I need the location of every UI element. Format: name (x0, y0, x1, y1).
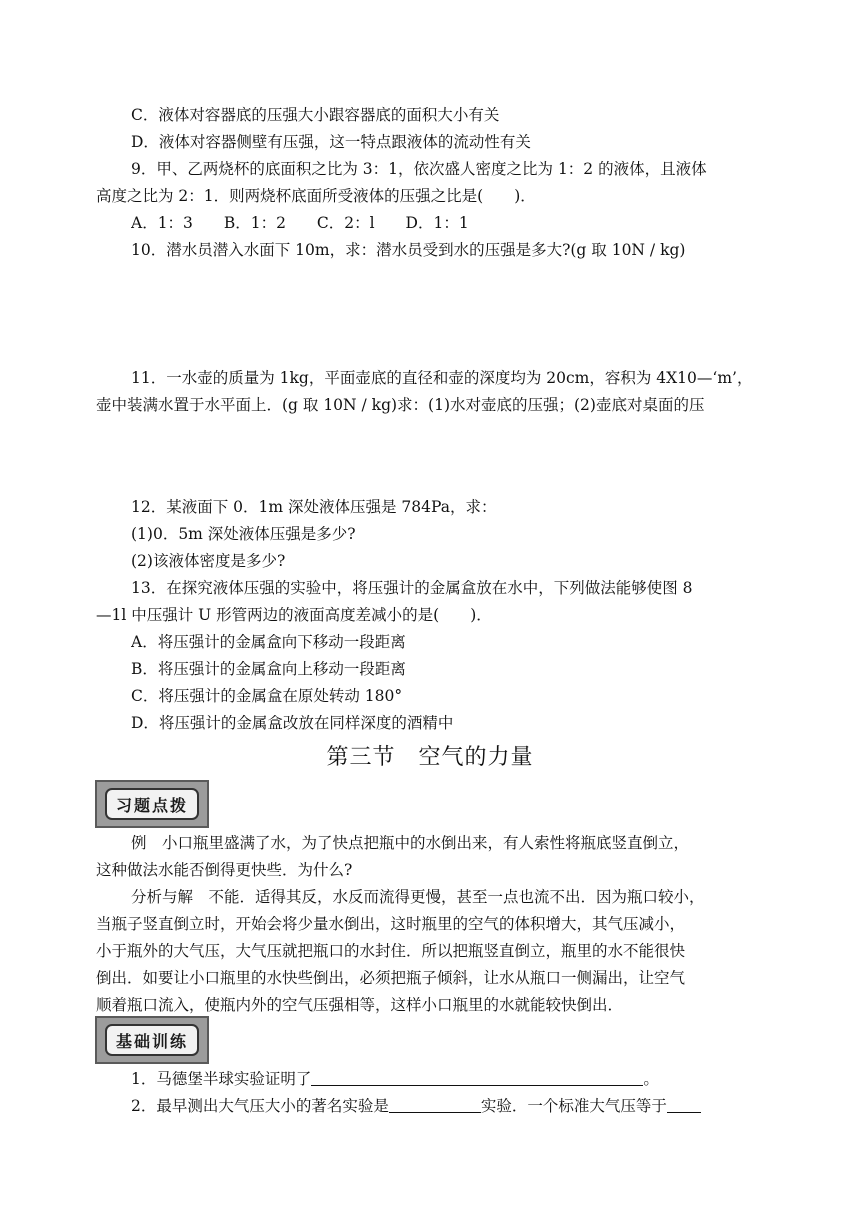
q13-text-line1: 13．在探究液体压强的实验中，将压强计的金属盒放在水中，下列做法能够使图 8 (131, 579, 693, 597)
tips-badge (95, 780, 209, 828)
q9-option-b: B．1：2 (223, 214, 286, 232)
analysis-line3: 小于瓶外的大气压，大气压就把瓶口的水封住．所以把瓶竖直倒立，瓶里的水不能很快 (96, 942, 686, 960)
basic-q1-blank[interactable] (311, 1069, 643, 1086)
q13-option-b: B．将压强计的金属盒向上移动一段距离 (131, 660, 406, 678)
q9-option-c: C．2：l (316, 214, 375, 232)
analysis-line4: 倒出．如要让小口瓶里的水快些倒出，必须把瓶子倾斜，让水从瓶口一侧漏出，让空气 (96, 969, 686, 987)
analysis-line2: 当瓶子竖直倒立时，开始会将少量水倒出，这时瓶里的空气的体积增大，其气压减小， (96, 915, 686, 933)
q8-option-d: D．液体对容器侧壁有压强，这一特点跟液体的流动性有关 (131, 133, 531, 151)
basic-q2-blank-2[interactable] (667, 1096, 701, 1113)
basic-training-badge (95, 1016, 209, 1064)
q12-text-line1: 12．某液面下 0．1m 深处液体压强是 784Pa，求： (131, 498, 497, 516)
q12-text-line3: (2)该液体密度是多少? (131, 552, 286, 570)
analysis-line5: 顺着瓶口流入，使瓶内外的空气压强相等，这样小口瓶里的水就能较快倒出． (96, 996, 624, 1014)
q9-options (131, 212, 768, 234)
example-line2: 这种做法水能否倒得更快些．为什么? (96, 861, 353, 879)
q9-option-a: A．1：3 (131, 214, 193, 232)
q13-option-c: C．将压强计的金属盒在原处转动 180° (131, 687, 403, 705)
basic-q2 (131, 1095, 768, 1117)
basic-training-badge-label: 基础训练 (105, 1024, 199, 1056)
basic-q1 (131, 1068, 768, 1090)
q11-text-line2: 壶中装满水置于水平面上．(g 取 10N / kg)求：(1)水对壶底的压强；(2)壶底对桌面的压 (96, 396, 705, 414)
tips-badge-label: 习题点拨 (105, 788, 199, 820)
basic-q1-end: 。 (643, 1070, 659, 1088)
q8-option-c: C．液体对容器底的压强大小跟容器底的面积大小有关 (131, 106, 500, 124)
basic-q2-blank-1[interactable] (389, 1096, 481, 1113)
q13-text-line2: —1l 中压强计 U 形管两边的液面高度差减小的是( )． (96, 606, 492, 624)
q13-option-a: A．将压强计的金属盒向下移动一段距离 (131, 633, 406, 651)
basic-q1-text: 1．马德堡半球实验证明了 (131, 1070, 312, 1088)
q9-option-d: D．1：1 (405, 214, 469, 232)
q12-text-line2: (1)0．5m 深处液体压强是多少? (131, 525, 356, 543)
basic-q2-text-mid: 实验．一个标准大气压等于 (480, 1097, 667, 1115)
q11-text-line1: 11．一水壶的质量为 1kg，平面壶底的直径和壶的深度均为 20cm，容积为 4X10—‘m’， (131, 369, 753, 387)
q13-option-d: D．将压强计的金属盒改放在同样深度的酒精中 (131, 714, 454, 732)
basic-q2-text: 2．最早测出大气压大小的著名实验是 (131, 1097, 389, 1115)
q9-text-line1: 9．甲、乙两烧杯的底面积之比为 3：1，依次盛人密度之比为 1：2 的液体，且液体 (131, 160, 707, 178)
q9-text-line2: 高度之比为 2：1．则两烧杯底面所受液体的压强之比是( )． (96, 187, 536, 205)
section-title: 第三节 空气的力量 (326, 745, 534, 770)
q10-text: 10．潜水员潜入水面下 10m，求：潜水员受到水的压强是多大?(g 取 10N / kg) (131, 241, 686, 259)
example-line1: 例 小口瓶里盛满了水，为了快点把瓶中的水倒出来，有人索性将瓶底竖直倒立， (131, 834, 690, 852)
analysis-line1: 分析与解 不能．适得其反，水反而流得更慢，甚至一点也流不出．因为瓶口较小， (131, 888, 705, 906)
